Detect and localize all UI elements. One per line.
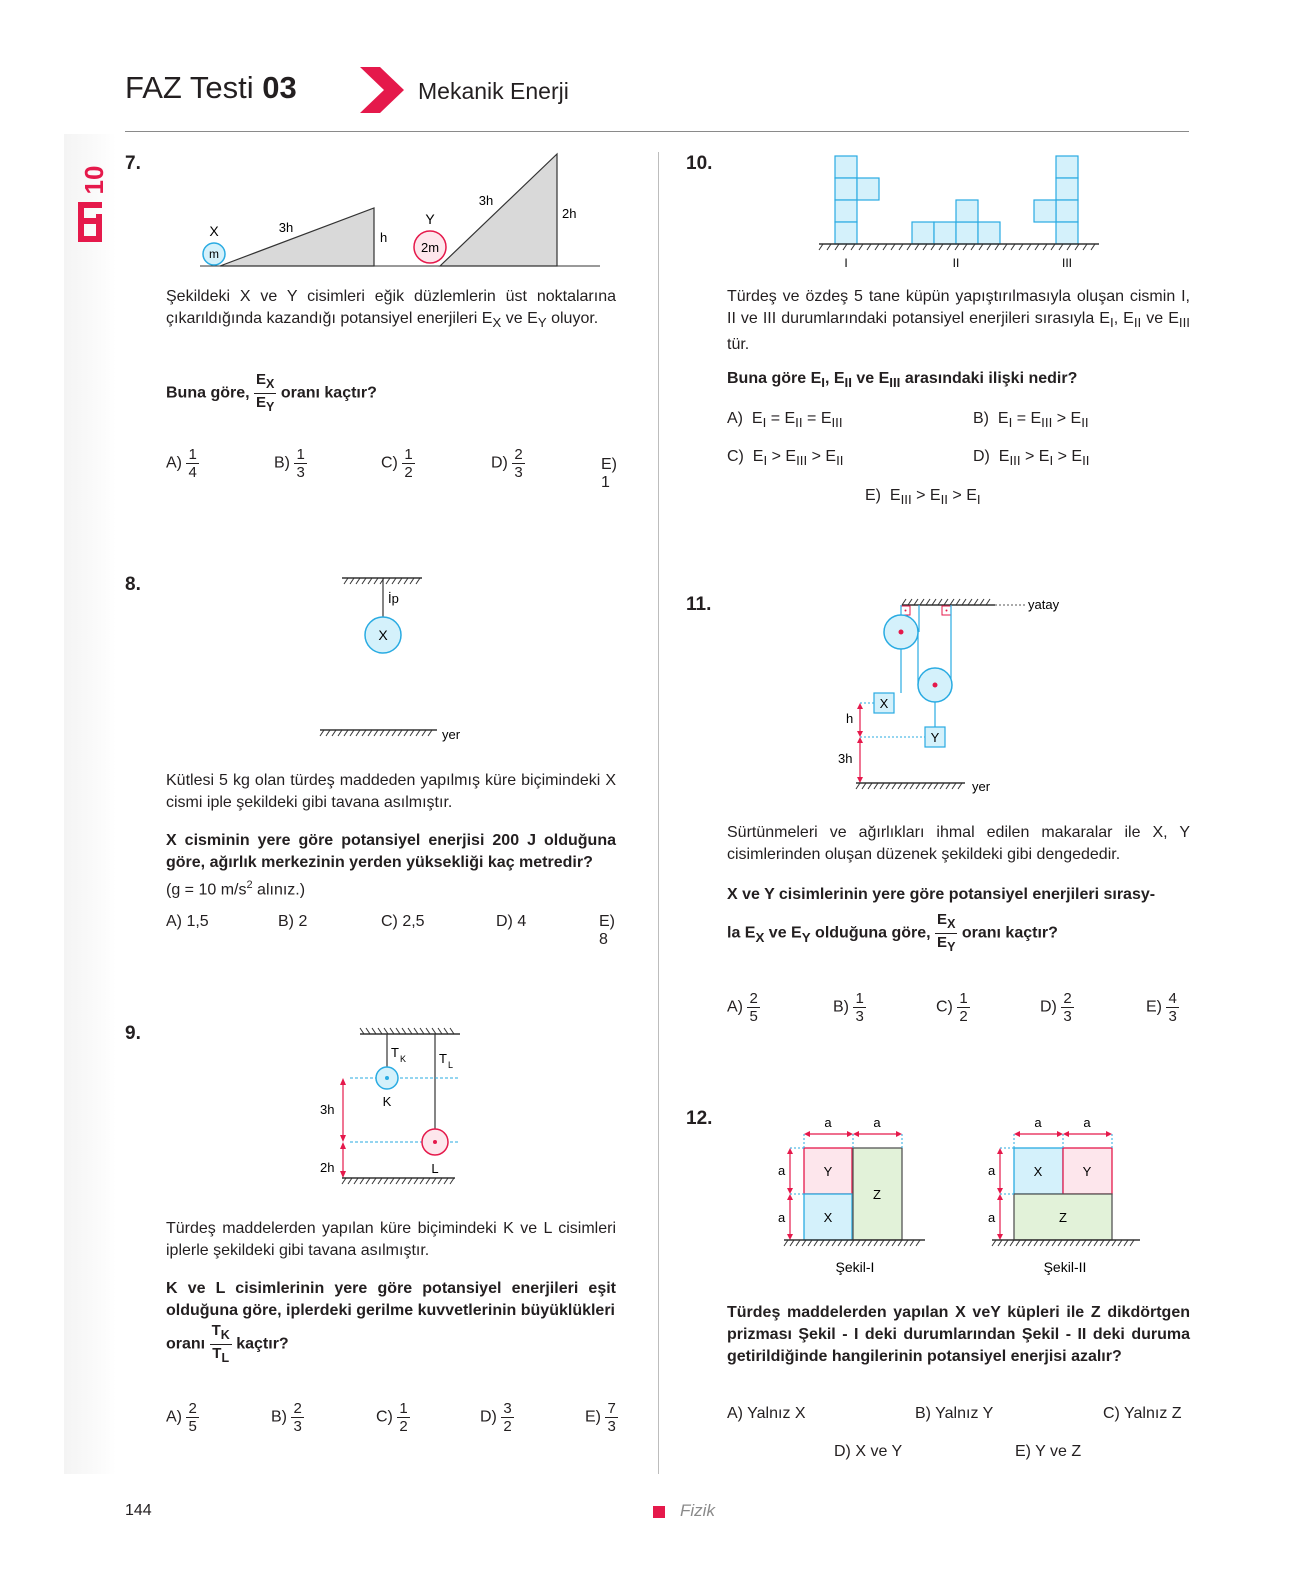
svg-text:Şekil-II: Şekil-II bbox=[1043, 1259, 1087, 1275]
q12-option-e[interactable]: E) Y ve Z bbox=[1015, 1443, 1082, 1460]
svg-text:a: a bbox=[988, 1163, 996, 1178]
svg-text:a: a bbox=[778, 1210, 786, 1225]
q10-question: Buna göre $E_I$, $E_{II}$ ve $E_{III}$ arasındaki ilişki nedir? bbox=[727, 370, 1078, 391]
footer-square-icon bbox=[653, 1506, 665, 1518]
svg-text:Z: Z bbox=[873, 1187, 881, 1202]
svg-text:a: a bbox=[873, 1115, 881, 1130]
q11-option-d[interactable]: D) $\frac{2}{3}$ bbox=[1040, 990, 1072, 1025]
q7-question: Buna göre, $\frac{E_X}{E_Y}$ oranı kaçtır? bbox=[166, 371, 377, 414]
svg-text:I: I bbox=[844, 256, 848, 270]
q7-option-d[interactable]: D) $\frac{2}{3}$ bbox=[491, 446, 523, 481]
q9-number: 9. bbox=[125, 1023, 141, 1044]
svg-text:L: L bbox=[448, 1060, 454, 1070]
svg-text:K: K bbox=[400, 1054, 407, 1064]
svg-text:Z: Z bbox=[1059, 1210, 1067, 1225]
q10-option-e[interactable]: E) $E_{III} > E_{II} > E_I$ bbox=[865, 487, 981, 508]
svg-text:İp: İp bbox=[388, 591, 399, 606]
q7-number: 7. bbox=[125, 153, 141, 174]
side-band bbox=[64, 134, 116, 1474]
q12-number: 12. bbox=[686, 1108, 713, 1129]
q8-figure bbox=[310, 572, 480, 757]
svg-text:a: a bbox=[824, 1115, 832, 1130]
q9-option-d[interactable]: D) $\frac{3}{2}$ bbox=[480, 1400, 512, 1435]
q10-option-c[interactable]: C) $E_I > E_{III} > E_{II}$ bbox=[727, 448, 844, 469]
svg-text:3h: 3h bbox=[478, 193, 494, 208]
q7-options bbox=[166, 446, 626, 492]
svg-text:h: h bbox=[380, 230, 388, 245]
q9-option-b[interactable]: B) $\frac{2}{3}$ bbox=[271, 1400, 302, 1435]
svg-text:yatay: yatay bbox=[1028, 597, 1060, 612]
svg-text:T: T bbox=[439, 1051, 447, 1066]
q9-question-ratio: oranı $\frac{T_K}{T_L}$ kaçtır? bbox=[166, 1322, 289, 1365]
svg-text:a: a bbox=[778, 1163, 786, 1178]
q8-option-b[interactable]: B) 2 bbox=[278, 913, 308, 930]
test-title: FAZ Testi 03 bbox=[125, 70, 297, 105]
q8-option-a[interactable]: A) 1,5 bbox=[166, 913, 209, 930]
q7-figure bbox=[200, 150, 600, 275]
q10-number: 10. bbox=[686, 153, 713, 174]
svg-text:X: X bbox=[823, 1210, 833, 1225]
test-number: 03 bbox=[262, 70, 297, 105]
q9-question: K ve L cisimlerinin yere göre potansiyel enerjileri eşit olduğuna göre, iplerdeki gerilme kuvvetlerinin büyüklükleri bbox=[166, 1280, 616, 1319]
q11-option-c[interactable]: C) $\frac{1}{2}$ bbox=[936, 990, 968, 1025]
svg-text:Şekil-I: Şekil-I bbox=[835, 1259, 875, 1275]
q10-text: Türdeş ve özdeş 5 tane küpün yapıştırılmasıyla oluşan cismin I, II ve III durumlarındaki potansiyel enerjileri sırasıyla $E_I$, $E_{II}$ ve $E_{III}$ tür. bbox=[727, 288, 1191, 354]
q11-figure bbox=[838, 595, 1090, 810]
svg-text:a: a bbox=[1034, 1115, 1042, 1130]
header-rule bbox=[125, 131, 1189, 132]
svg-text:K: K bbox=[382, 1094, 392, 1109]
q11-question-line1: X ve Y cisimlerinin yere göre potansiyel enerjileri sırasy- bbox=[727, 886, 1156, 903]
q7-option-e[interactable]: E) 1 bbox=[601, 456, 617, 491]
svg-text:X: X bbox=[378, 627, 388, 643]
q12-option-c[interactable]: C) Yalnız Z bbox=[1103, 1405, 1182, 1422]
q8-option-e[interactable]: E) 8 bbox=[599, 913, 615, 948]
q11-number: 11. bbox=[686, 594, 712, 615]
svg-text:h: h bbox=[846, 711, 854, 726]
svg-text:2h: 2h bbox=[320, 1160, 335, 1175]
q8-options bbox=[166, 913, 626, 948]
q8-question: X cisminin yere göre potansiyel enerjisi 200 J olduğuna göre, ağırlık merkezinin yerden yüksekliği kaç metredir? bbox=[166, 832, 616, 871]
svg-text:m: m bbox=[209, 247, 219, 261]
svg-text:L: L bbox=[431, 1161, 439, 1176]
svg-text:Y: Y bbox=[930, 730, 940, 745]
q7-text: Şekildeki X ve Y cisimleri eğik düzlemlerin üst noktalarına çıkarıldığında kazandığı potansiyel enerjileri $E_X$ ve $E_Y$ oluyor. bbox=[166, 288, 616, 331]
svg-text:yer: yer bbox=[442, 727, 461, 742]
q9-options bbox=[166, 1400, 626, 1446]
q11-option-b[interactable]: B) $\frac{1}{3}$ bbox=[833, 990, 864, 1025]
side-grade: 10 bbox=[79, 165, 109, 195]
q9-option-e[interactable]: E) $\frac{7}{3}$ bbox=[585, 1400, 616, 1435]
chevron-right-icon bbox=[360, 67, 404, 113]
q12-question: Türdeş maddelerden yapılan X veY küpleri ile Z dikdörtgen prizması Şekil - I deki durumlarından Şekil - II deki duruma getirildiğinde hangilerinin potansiyel enerjisi azalır? bbox=[727, 1304, 1190, 1365]
q9-text: Türdeş maddelerden yapılan küre biçimindeki K ve L cisimleri iplerle şekildeki gibi tavana asılmıştır. bbox=[166, 1220, 616, 1259]
q10-option-b[interactable]: B) $E_I = E_{III} > E_{II}$ bbox=[973, 410, 1089, 431]
q11-option-e[interactable]: E) $\frac{4}{3}$ bbox=[1146, 990, 1177, 1025]
q12-figure bbox=[770, 1112, 1160, 1287]
topic-title: Mekanik Enerji bbox=[418, 78, 569, 104]
svg-text:X: X bbox=[1033, 1164, 1043, 1179]
q9-figure bbox=[320, 1022, 475, 1210]
svg-text:3h: 3h bbox=[838, 751, 853, 766]
svg-text:2m: 2m bbox=[420, 240, 440, 255]
column-divider bbox=[658, 152, 659, 1474]
q11-question-line2: la $E_X$ ve $E_Y$ olduğuna göre, $\frac{E_X}{E_Y}$ oranı kaçtır? bbox=[727, 911, 1058, 954]
q10-option-a[interactable]: A) $E_I = E_{II} = E_{III}$ bbox=[727, 410, 843, 431]
svg-text:II: II bbox=[952, 256, 960, 270]
q7-option-a[interactable]: A) $\frac{1}{4}$ bbox=[166, 446, 197, 481]
faz-side-logo bbox=[70, 150, 110, 260]
q8-note: (g = 10 $m/s^2$ alınız.) bbox=[166, 879, 306, 899]
page-number: 144 bbox=[125, 1502, 152, 1519]
footer-subject: Fizik bbox=[680, 1501, 715, 1520]
svg-text:a: a bbox=[988, 1210, 996, 1225]
svg-text:a: a bbox=[1083, 1115, 1091, 1130]
svg-text:2h: 2h bbox=[562, 206, 577, 221]
q7-option-c[interactable]: C) $\frac{1}{2}$ bbox=[381, 446, 413, 481]
q8-option-d[interactable]: D) 4 bbox=[496, 913, 527, 930]
q11-options bbox=[727, 990, 1197, 1036]
svg-text:3h: 3h bbox=[278, 220, 294, 235]
svg-text:III: III bbox=[1061, 256, 1073, 270]
svg-text:X: X bbox=[879, 696, 889, 711]
svg-text:Y: Y bbox=[1082, 1164, 1092, 1179]
q8-text: Kütlesi 5 kg olan türdeş maddeden yapılmış küre biçimindeki X cismi iple şekildeki gibi tavana asılmıştır. bbox=[166, 772, 616, 811]
q9-option-a[interactable]: A) $\frac{2}{5}$ bbox=[166, 1400, 197, 1435]
q11-option-a[interactable]: A) $\frac{2}{5}$ bbox=[727, 990, 758, 1025]
svg-text:Y: Y bbox=[425, 211, 435, 227]
faz-logo-mark bbox=[78, 202, 102, 242]
q12-option-a[interactable]: A) Yalnız X bbox=[727, 1405, 806, 1422]
q11-text: Sürtünmeleri ve ağırlıkları ihmal edilen makaralar ile X, Y cisimlerinden oluşan düzenek şekildeki gibi dengededir. bbox=[727, 824, 1190, 863]
q12-option-d[interactable]: D) X ve Y bbox=[834, 1443, 903, 1460]
svg-text:X: X bbox=[209, 223, 219, 239]
svg-text:3h: 3h bbox=[320, 1102, 335, 1117]
q9-option-c[interactable]: C) $\frac{1}{2}$ bbox=[376, 1400, 408, 1435]
q7-option-b[interactable]: B) $\frac{1}{3}$ bbox=[274, 446, 305, 481]
q8-number: 8. bbox=[125, 574, 141, 595]
svg-text:T: T bbox=[391, 1045, 399, 1060]
q10-figure bbox=[815, 152, 1105, 278]
q8-option-c[interactable]: C) 2,5 bbox=[381, 913, 425, 930]
q10-option-d[interactable]: D) $E_{III} > E_I > E_{II}$ bbox=[973, 448, 1090, 469]
svg-text:yer: yer bbox=[972, 779, 991, 794]
svg-text:Y: Y bbox=[823, 1164, 833, 1179]
q12-option-b[interactable]: B) Yalnız Y bbox=[915, 1405, 994, 1422]
